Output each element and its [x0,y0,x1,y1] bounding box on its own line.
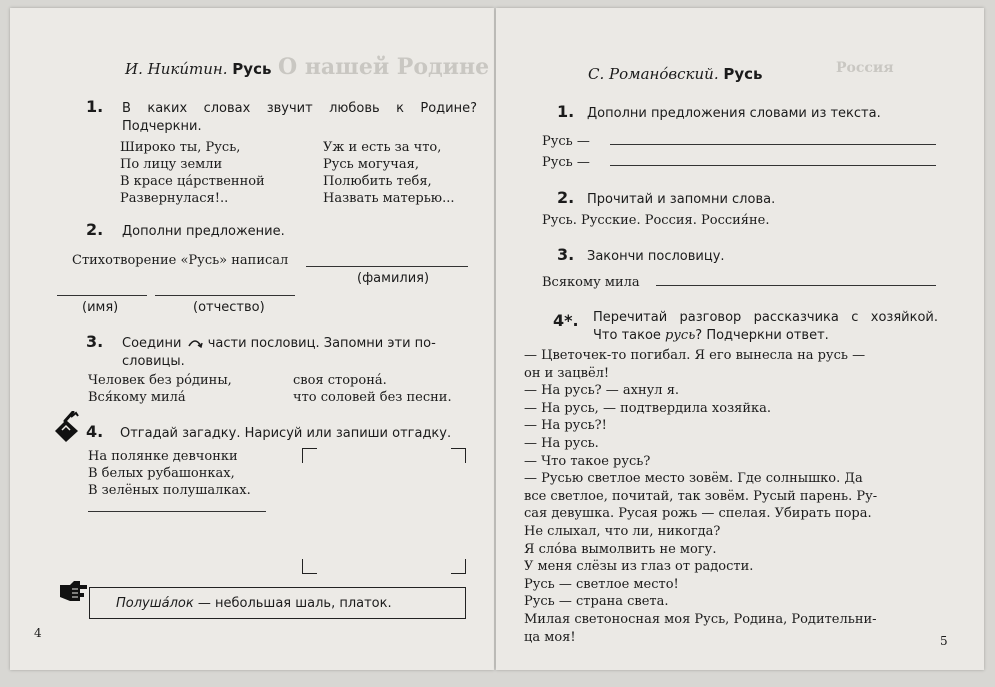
dialogue-line[interactable]: — На русь?! [524,418,607,434]
right-task2-number: 2. [557,188,575,207]
dialogue-line[interactable]: он и зацвёл! [524,365,610,381]
name-answer-line[interactable] [57,295,147,296]
dialogue-line[interactable]: все светлое, почитай, так зовём. Русый парень. Ру- [524,488,878,504]
right-task1-instruction: Дополни предложения словами из текста. [587,106,881,121]
poem-column-2 [323,139,455,207]
dialogue-line[interactable]: — На русь, — подтвердила хозяйка. [524,400,772,416]
patronymic-answer-line[interactable] [155,295,295,296]
right-task4-instruction [593,309,938,345]
arc-arrow-icon [186,336,204,348]
proverb-start[interactable]: Вся́кому милá [88,390,186,405]
right-task3-number: 3. [557,245,575,264]
page-number: 4 [34,626,42,640]
left-task1-text-1: В каких словах звучит любовь к Родине? [122,101,477,116]
proverb-start: Всякому мила [542,275,640,290]
left-task1-number: 1. [86,97,104,116]
corner-mark [302,559,317,574]
glossary-term: Полушáлок [116,596,194,611]
right-task4-text-2a: Что такое [593,328,666,343]
right-task4-text-2c: ? Подчеркни ответ. [695,328,829,343]
left-task3-text-1a: Соедини [122,336,182,351]
brush-hand-icon [52,411,88,445]
left-task4-instruction: Отгадай загадку. Нарисуй или запиши отгадку. [120,426,452,441]
right-title-name: Русь [723,65,763,83]
dialogue-line[interactable]: — На русь? — ахнул я. [524,383,680,399]
dialogue-line[interactable]: — Русью светлое место зовём. Где солнышко. Да [524,471,863,487]
fill-answer-line-1[interactable] [610,144,936,145]
proverb-end[interactable]: что соловей без песни. [293,390,452,405]
right-task3-instruction: Закончи пословицу. [587,249,725,264]
left-task3-text-2: словицы. [122,354,185,369]
dialogue-line[interactable]: У меня слёзы из глаз от радости. [524,559,754,575]
dialogue-line[interactable]: сая девушка. Русая рожь — спелая. Убирать пора. [524,506,872,522]
left-task2-instruction: Дополни предложение. [122,224,285,239]
proverb-start[interactable]: Человек без рóдины, [88,373,232,388]
right-title [588,65,763,83]
riddle-line: В зелёных полушалках. [88,483,251,498]
story-dialogue [524,347,877,646]
proverbs-left-column [88,372,232,406]
surname-answer-line[interactable] [306,266,468,267]
patronymic-label: (отчество) [193,300,265,315]
glossary-note [116,595,392,613]
dialogue-line[interactable]: — Цветочек-то погибал. Я его вынесла на русь — [524,348,866,363]
fill-answer-line-2[interactable] [610,165,936,166]
poem-line: Назвать матерью... [323,191,455,206]
left-title [125,60,271,78]
left-title-name: Русь [232,60,272,78]
glossary-note-box [89,587,466,619]
poem-line: Развернулася!.. [120,191,229,206]
right-title-author: С. Романóвский. [588,65,719,83]
left-page [10,8,494,670]
corner-mark [451,559,466,574]
dialogue-line[interactable]: — Что такое русь? [524,453,651,469]
proverb-end[interactable]: своя сторонá. [293,373,387,388]
right-task4-text-1: Перечитай разговор рассказчика с хозяйкой. [593,310,938,325]
proverb-answer-line[interactable] [656,285,936,286]
poem-line: Русь могучая, [323,157,419,172]
poem-line: Уж и есть за что, [323,140,442,155]
right-task4-keyword: русь [665,328,696,343]
dialogue-line[interactable]: — На русь. [524,435,599,451]
right-page [496,8,984,670]
left-task3-number: 3. [86,332,104,351]
drawing-area[interactable] [302,448,466,574]
pointing-hand-icon [58,579,88,605]
riddle-answer-line[interactable] [88,511,266,512]
right-task4-text-2 [593,327,938,345]
left-task2-sentence: Стихотворение «Русь» написал [72,253,289,268]
poem-line: Полюбить тебя, [323,174,432,189]
riddle-line: В белых рубашонках, [88,466,235,481]
poem-line: В красе цáрственной [120,174,265,189]
riddle-line: На полянке девчонки [88,449,238,464]
surname-label: (фамилия) [357,271,430,286]
riddle-text [88,448,251,499]
dialogue-line[interactable]: Милая светоносная моя Русь, Родина, Родительни- [524,611,877,627]
words-to-memorize: Русь. Русские. Россия. Россия́не. [542,213,770,228]
fill-line-label-2: Русь — [542,155,590,170]
poem-line: По лицу земли [120,157,223,172]
left-task3-text-1 [122,335,472,353]
right-task1-number: 1. [557,102,575,121]
left-task3-text-1b: части пословиц. Запомни эти по- [207,336,436,351]
dialogue-line[interactable]: Русь — страна света. [524,594,669,610]
poem-column-1 [120,139,265,207]
name-label: (имя) [82,300,119,315]
right-task4-number: 4*. [553,311,579,330]
left-task1-instruction [122,100,477,136]
show-through-decoration: Россия [836,60,894,76]
page-number: 5 [940,634,948,648]
right-task2-instruction: Прочитай и запомни слова. [587,192,776,207]
dialogue-line[interactable]: Я слóва вымолвить не могу. [524,541,717,557]
proverbs-right-column [293,372,452,406]
dialogue-line[interactable]: Не слыхал, что ли, никогда? [524,523,721,539]
dialogue-line[interactable]: Русь — светлое место! [524,576,679,592]
fill-line-label-1: Русь — [542,134,590,149]
left-task3-instruction [122,335,472,371]
left-title-author: И. Никúтин. [125,60,228,78]
poem-line: Широко ты, Русь, [120,140,241,155]
left-task4-number: 4. [86,422,104,441]
corner-mark [451,448,466,463]
left-task2-number: 2. [86,220,104,239]
left-task1-text-2: Подчеркни. [122,119,202,134]
show-through-decoration: О нашей Родине [278,54,490,80]
glossary-definition: — небольшая шаль, платок. [193,596,392,611]
corner-mark [302,448,317,463]
dialogue-line[interactable]: ца моя! [524,629,576,645]
